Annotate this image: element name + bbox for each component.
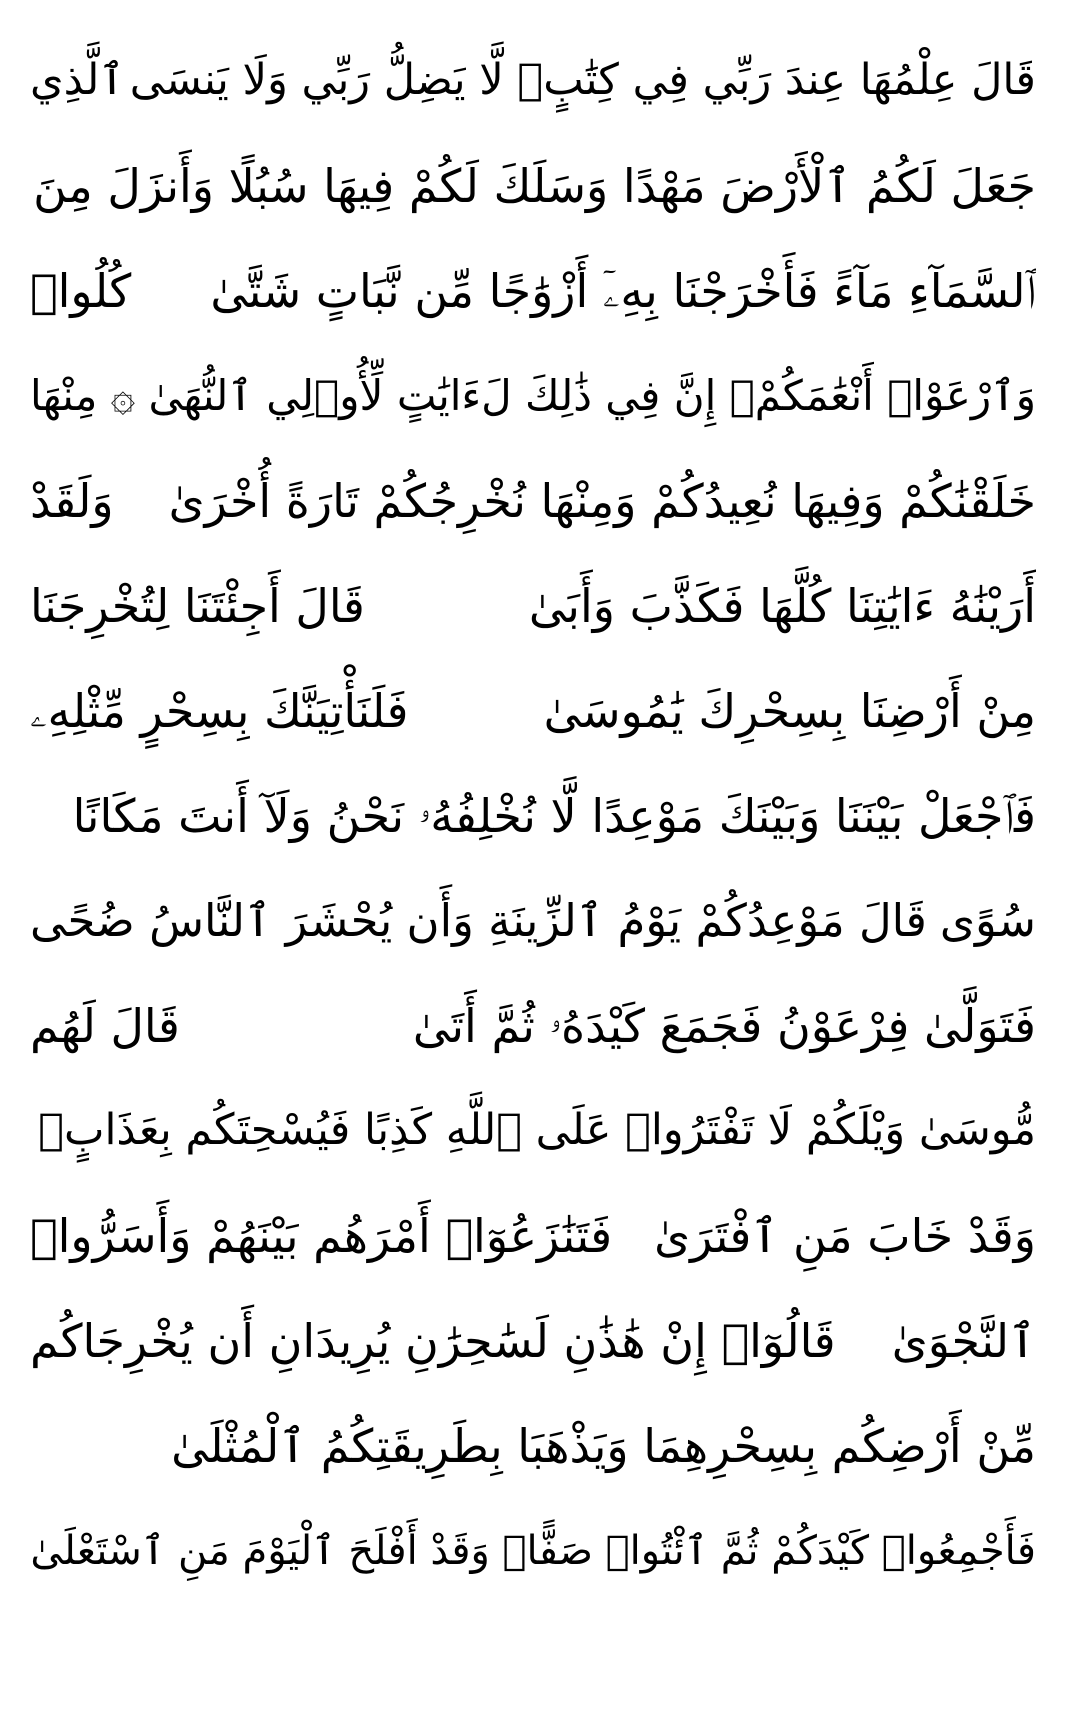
text-segment: قَالَ أَجِئْتَنَا لِتُخْرِجَنَا <box>30 578 365 633</box>
text-line-3 <box>30 238 1036 343</box>
text-segment: ٱلنَّجْوَىٰ <box>891 1313 1036 1368</box>
text-segment: فَٱجْعَلْ بَيْنَنَا وَبَيْنَكَ مَوْعِدًا لَّا نُخْلِفُهُۥ نَحْنُ وَلَآ أَنتَ مَكَانًا <box>72 788 1036 843</box>
text-segment: وَٱرْعَوْا۟ أَنْعَٰمَكُمْۗ إِنَّ فِي ذَٰلِكَ لَءَايَٰتٍ لِّأُو۟لِي ٱلنُّهَىٰ <box>148 370 1036 420</box>
text-segment: سُوًى <box>939 894 1036 947</box>
text-segment: مِّنْ أَرْضِكُم بِسِحْرِهِمَا وَيَذْهَبَا بِطَرِيقَتِكُمُ ٱلْمُثْلَىٰ <box>171 1418 1036 1473</box>
text-segment: قَالَ لَهُم <box>30 998 180 1053</box>
text-segment: مُّوسَىٰ وَيْلَكُمْ لَا تَفْتَرُوا۟ عَلَى ٱللَّهِ كَذِبًا فَيُسْحِتَكُم بِعَذَابٍۖ <box>38 1105 1036 1155</box>
text-segment: قَالَ مَوْعِدُكُمْ يَوْمُ ٱلزِّينَةِ وَأَن يُحْشَرَ ٱلنَّاسُ ضُحًى <box>30 894 927 947</box>
text-segment: قَالَ عِلْمُهَا عِندَ رَبِّي فِي كِتَٰبٍۖ لَّا يَضِلُّ رَبِّي وَلَا يَنسَى <box>129 55 1036 105</box>
text-segment: وَلَقَدْ <box>30 473 114 528</box>
text-segment: جَعَلَ لَكُمُ ٱلْأَرْضَ مَهْدًا وَسَلَكَ لَكُمْ فِيهَا سُبُلًا وَأَنزَلَ مِنَ <box>33 158 1036 213</box>
text-line-8 <box>30 763 1036 868</box>
text-line-6 <box>30 553 1036 658</box>
text-line-14 <box>30 1393 1036 1498</box>
text-line-13 <box>30 1288 1036 1393</box>
text-segment: قَالُوٓا۟ إِنْ هَٰذَٰنِ لَسَٰحِرَٰنِ يُرِيدَانِ أَن يُخْرِجَاكُم <box>30 1313 836 1368</box>
text-line-10 <box>30 973 1036 1078</box>
text-segment: ۞ مِنْهَا <box>30 370 136 420</box>
text-segment: كُلُوا۟ <box>30 263 132 318</box>
text-line-5 <box>30 448 1036 553</box>
text-segment: ٱلَّذِي <box>30 55 125 105</box>
text-line-4 <box>30 343 1036 448</box>
text-segment: فَلَنَأْتِيَنَّكَ بِسِحْرٍ مِّثْلِهِۦ <box>30 683 409 738</box>
text-line-9 <box>30 868 1036 973</box>
text-segment: خَلَقْنَٰكُمْ وَفِيهَا نُعِيدُكُمْ وَمِنْهَا نُخْرِجُكُمْ تَارَةً أُخْرَىٰ <box>168 473 1036 528</box>
text-segment: ٱلسَّمَآءِ مَآءً فَأَخْرَجْنَا بِهِۦٓ أَزْوَٰجًا مِّن نَّبَاتٍ شَتَّىٰ <box>210 263 1036 318</box>
text-line-12 <box>30 1183 1036 1288</box>
text-segment: فَأَجْمِعُوا۟ كَيْدَكُمْ ثُمَّ ٱئْتُوا۟ صَفًّاۚ وَقَدْ أَفْلَحَ ٱلْيَوْمَ مَنِ ٱسْتَعْلَىٰ <box>30 1527 1036 1574</box>
text-segment: مِنْ أَرْضِنَا بِسِحْرِكَ يَٰمُوسَىٰ <box>543 683 1036 738</box>
text-segment: أَرَيْنَٰهُ ءَايَٰتِنَا كُلَّهَا فَكَذَّبَ وَأَبَىٰ <box>528 578 1036 633</box>
text-segment: فَتَوَلَّىٰ فِرْعَوْنُ فَجَمَعَ كَيْدَهُۥ ثُمَّ أَتَىٰ <box>412 998 1036 1053</box>
text-line-7 <box>30 658 1036 763</box>
text-segment: وَقَدْ خَابَ مَنِ ٱفْتَرَىٰ <box>654 1208 1036 1263</box>
text-line-2 <box>30 133 1036 238</box>
text-segment: فَتَنَٰزَعُوٓا۟ أَمْرَهُم بَيْنَهُمْ وَأَسَرُّوا۟ <box>30 1208 613 1263</box>
text-line-1 <box>30 28 1036 133</box>
text-line-15 <box>30 1498 1036 1603</box>
text-line-11 <box>30 1078 1036 1183</box>
